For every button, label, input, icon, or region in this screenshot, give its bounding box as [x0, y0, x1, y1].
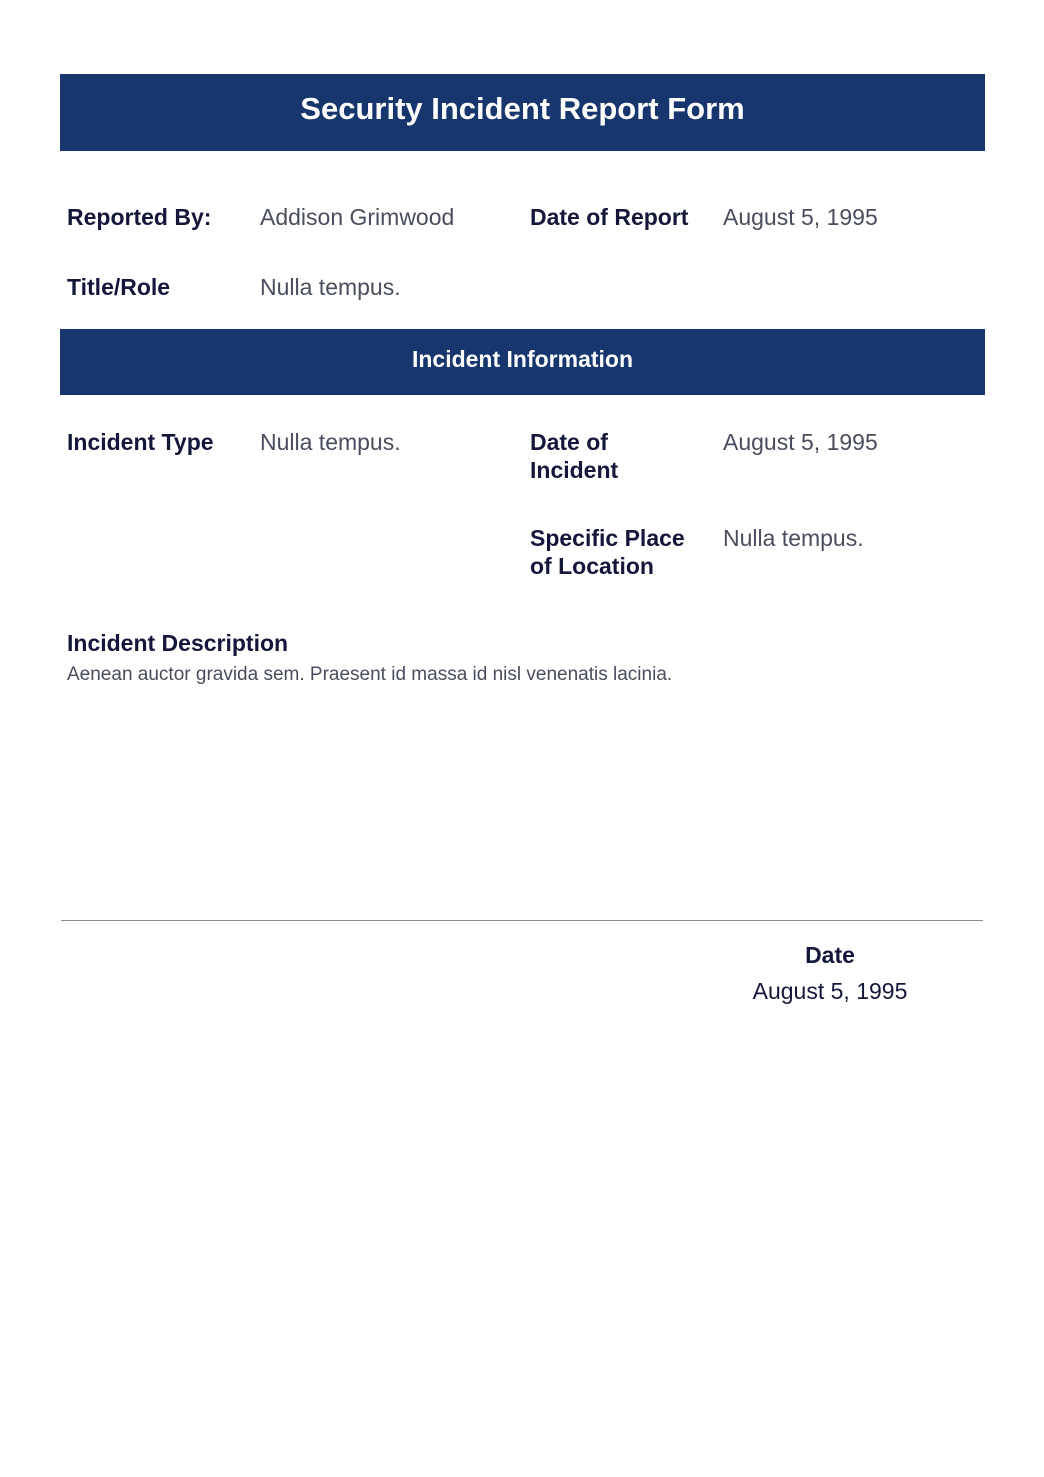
- date-of-incident-value: August 5, 1995: [723, 429, 878, 455]
- date-of-incident-label-line2: Incident: [530, 457, 619, 483]
- reported-by-value: Addison Grimwood: [260, 204, 455, 230]
- signature-divider: [61, 920, 983, 921]
- section-title: Incident Information: [411, 346, 634, 372]
- signature-date-value: August 5, 1995: [752, 978, 908, 1004]
- date-of-incident-label-line1: Date of: [530, 429, 608, 455]
- title-role-value: Nulla tempus.: [260, 274, 401, 300]
- specific-location-label-line1: Specific Place: [530, 525, 685, 551]
- incident-information-banner: [60, 329, 985, 395]
- title-role-label: Title/Role: [67, 274, 171, 300]
- date-of-incident-label: [530, 428, 618, 484]
- specific-location-label-line2: of Location: [530, 553, 654, 579]
- incident-description-text: Aenean auctor gravida sem. Praesent id massa id nisl venenatis lacinia.: [67, 664, 673, 685]
- incident-description-heading: Incident Description: [67, 630, 289, 656]
- reported-by-label: Reported By:: [67, 204, 212, 230]
- date-of-report-value: August 5, 1995: [723, 204, 878, 230]
- form-title: Security Incident Report Form: [300, 91, 745, 126]
- specific-location-value: Nulla tempus.: [723, 525, 864, 551]
- incident-type-value: Nulla tempus.: [260, 429, 401, 455]
- form-title-banner: [60, 74, 985, 151]
- specific-location-label: [530, 524, 685, 580]
- signature-date-label: Date: [805, 942, 855, 968]
- incident-type-label: Incident Type: [67, 429, 214, 455]
- date-of-report-label: Date of Report: [530, 204, 689, 230]
